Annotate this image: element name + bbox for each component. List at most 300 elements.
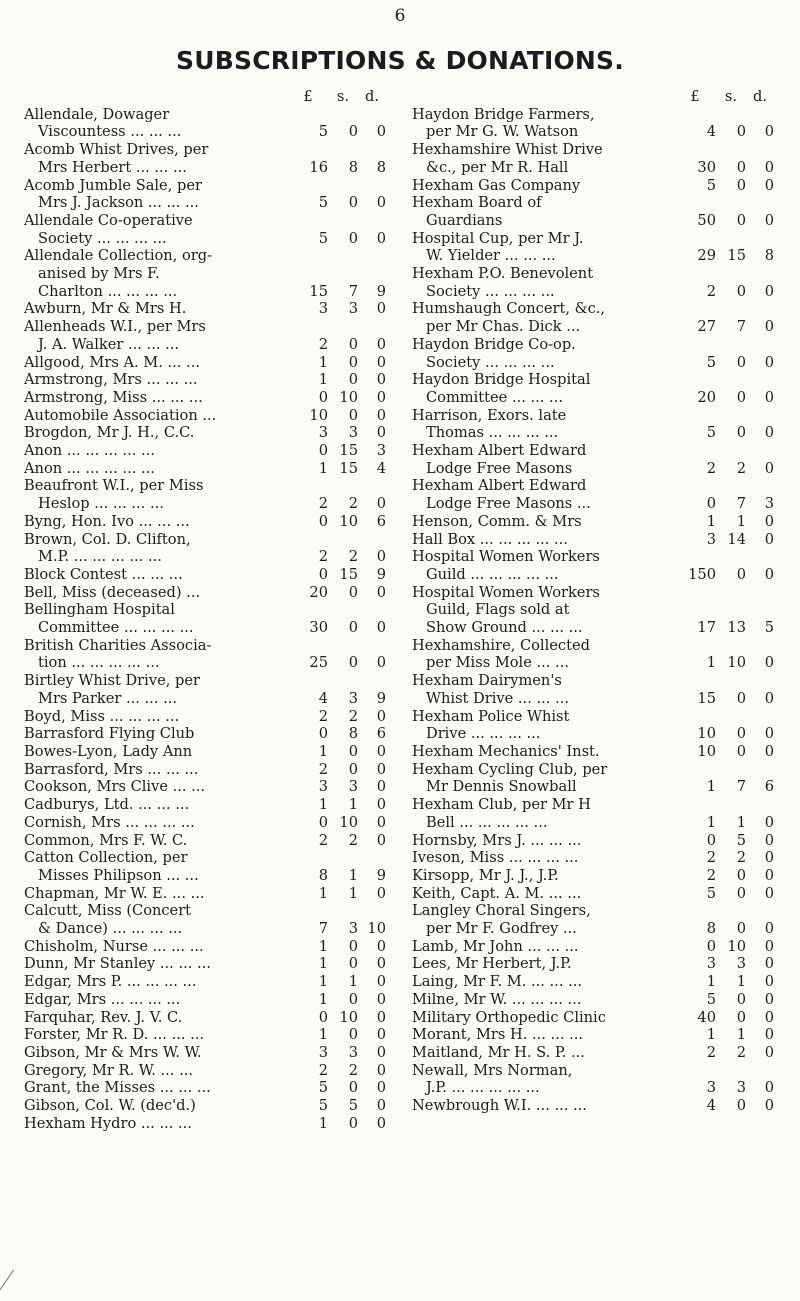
amount-pence: 0 bbox=[376, 583, 386, 601]
entry-line bbox=[412, 725, 774, 743]
entry-line bbox=[24, 637, 386, 655]
amount-shillings: 1 bbox=[736, 512, 746, 530]
subscription-entry bbox=[24, 1009, 386, 1027]
amount-pounds: 2 bbox=[318, 495, 328, 513]
amount-pence: 0 bbox=[376, 937, 386, 955]
entry-text: & Dance) ... ... ... ... bbox=[38, 920, 183, 938]
amount-pence: 0 bbox=[764, 689, 774, 707]
entry-line bbox=[24, 1115, 386, 1133]
entry-text: Viscountess ... ... ... bbox=[38, 123, 182, 141]
subscription-entry bbox=[24, 1079, 386, 1097]
entry-text: Birtley Whist Drive, per bbox=[24, 672, 200, 690]
entry-text: Allendale Co-operative bbox=[24, 211, 193, 229]
entry-line bbox=[24, 531, 386, 549]
entry-line bbox=[24, 212, 386, 230]
amount-pounds: 2 bbox=[706, 459, 716, 477]
subscription-entry bbox=[24, 300, 386, 318]
entry-line bbox=[24, 761, 386, 779]
entry-line bbox=[24, 477, 386, 495]
entry-line bbox=[412, 1026, 774, 1044]
entry-line bbox=[24, 371, 386, 389]
pounds-header: £ bbox=[303, 88, 313, 105]
subscription-entry bbox=[24, 1044, 386, 1062]
entry-line bbox=[24, 867, 386, 885]
amount-pounds: 2 bbox=[318, 1061, 328, 1079]
entry-line bbox=[412, 814, 774, 832]
amount-pounds: 10 bbox=[697, 725, 716, 743]
entry-text: Maitland, Mr H. S. P. ... bbox=[412, 1043, 585, 1061]
entry-text: Dunn, Mr Stanley ... ... ... bbox=[24, 955, 211, 973]
entry-line bbox=[24, 336, 386, 354]
amount-shillings: 15 bbox=[339, 565, 358, 583]
amount-shillings: 2 bbox=[348, 707, 358, 725]
amount-pounds: 1 bbox=[318, 990, 328, 1008]
amount-shillings: 0 bbox=[348, 654, 358, 672]
amount-pounds: 15 bbox=[697, 689, 716, 707]
amount-pounds: 1 bbox=[706, 512, 716, 530]
amount-shillings: 1 bbox=[348, 796, 358, 814]
amount-shillings: 2 bbox=[348, 1061, 358, 1079]
amount-pence: 9 bbox=[376, 689, 386, 707]
amount-pounds: 20 bbox=[697, 388, 716, 406]
entry-line bbox=[412, 973, 774, 991]
subscription-entry bbox=[24, 955, 386, 973]
entry-text: Chisholm, Nurse ... ... ... bbox=[24, 937, 204, 955]
amount-pence: 0 bbox=[376, 388, 386, 406]
amount-pounds: 1 bbox=[318, 1026, 328, 1044]
subscription-entry bbox=[412, 637, 774, 672]
entry-line bbox=[24, 690, 386, 708]
subscription-entry bbox=[412, 1026, 774, 1044]
entry-line bbox=[24, 778, 386, 796]
entry-line bbox=[24, 177, 386, 195]
amount-shillings: 15 bbox=[339, 442, 358, 460]
entry-line bbox=[412, 902, 774, 920]
amount-pence: 0 bbox=[376, 300, 386, 318]
entry-line bbox=[24, 513, 386, 531]
entry-line bbox=[412, 832, 774, 850]
entry-line bbox=[412, 761, 774, 779]
amount-shillings: 0 bbox=[736, 1008, 746, 1026]
entry-line bbox=[412, 672, 774, 690]
amount-pence: 0 bbox=[764, 955, 774, 973]
amount-pence: 4 bbox=[376, 459, 386, 477]
amount-pounds: 5 bbox=[706, 176, 716, 194]
subscription-entry bbox=[412, 230, 774, 265]
entry-text: Beaufront W.I., per Miss bbox=[24, 477, 204, 495]
amount-shillings: 0 bbox=[348, 990, 358, 1008]
amount-shillings: 15 bbox=[727, 247, 746, 265]
entry-text: Society ... ... ... ... bbox=[426, 282, 555, 300]
left-entries bbox=[24, 106, 386, 1133]
entry-text: Morant, Mrs H. ... ... ... bbox=[412, 1026, 584, 1044]
amount-shillings: 0 bbox=[736, 123, 746, 141]
amount-pounds: 1 bbox=[706, 778, 716, 796]
amount-pounds: 2 bbox=[318, 707, 328, 725]
entry-text: W. Yielder ... ... ... bbox=[426, 247, 556, 265]
amount-pounds: 1 bbox=[318, 459, 328, 477]
subscription-entry bbox=[24, 832, 386, 850]
subscription-entry bbox=[412, 141, 774, 176]
amount-shillings: 10 bbox=[339, 813, 358, 831]
amount-pence: 9 bbox=[376, 282, 386, 300]
entry-text: Anon ... ... ... ... ... bbox=[24, 442, 155, 460]
entry-line bbox=[412, 1097, 774, 1115]
amount-pounds: 0 bbox=[318, 512, 328, 530]
entry-line bbox=[412, 619, 774, 637]
subscription-entry bbox=[412, 938, 774, 956]
amount-pounds: 2 bbox=[318, 760, 328, 778]
entry-line bbox=[412, 513, 774, 531]
subscription-entry bbox=[24, 725, 386, 743]
subscription-entry bbox=[412, 973, 774, 991]
amount-pence: 0 bbox=[376, 1026, 386, 1044]
entry-line bbox=[24, 902, 386, 920]
amount-pounds: 5 bbox=[706, 353, 716, 371]
amount-pence: 0 bbox=[376, 424, 386, 442]
entry-text: Common, Mrs F. W. C. bbox=[24, 831, 188, 849]
subscription-entry bbox=[412, 265, 774, 300]
entry-line bbox=[412, 265, 774, 283]
subscription-entry bbox=[24, 973, 386, 991]
subscription-entry bbox=[24, 354, 386, 372]
amount-pence: 0 bbox=[764, 654, 774, 672]
amount-pounds: 30 bbox=[309, 619, 328, 637]
amount-shillings: 0 bbox=[736, 282, 746, 300]
subscription-entry bbox=[412, 867, 774, 885]
shillings-header: s. bbox=[336, 88, 350, 105]
entry-text: Hexham Dairymen's bbox=[412, 672, 562, 690]
entry-text: Society ... ... ... ... bbox=[426, 353, 555, 371]
amount-pounds: 5 bbox=[318, 194, 328, 212]
amount-pounds: 1 bbox=[318, 1114, 328, 1132]
subscription-entry bbox=[24, 531, 386, 566]
entry-line bbox=[412, 371, 774, 389]
amount-shillings: 0 bbox=[736, 884, 746, 902]
entry-line bbox=[24, 973, 386, 991]
subscription-entry bbox=[24, 371, 386, 389]
entry-line bbox=[24, 849, 386, 867]
amount-pence: 3 bbox=[376, 442, 386, 460]
amount-shillings: 0 bbox=[736, 353, 746, 371]
amount-pence: 0 bbox=[376, 760, 386, 778]
entry-line bbox=[412, 1009, 774, 1027]
entry-text: tion ... ... ... ... ... bbox=[38, 654, 160, 672]
entry-text: Automobile Association ... bbox=[24, 406, 217, 424]
amount-pounds: 1 bbox=[706, 813, 716, 831]
entry-text: Charlton ... ... ... ... bbox=[38, 282, 178, 300]
subscription-entry bbox=[412, 832, 774, 850]
amount-shillings: 2 bbox=[348, 831, 358, 849]
entry-text: Lamb, Mr John ... ... ... bbox=[412, 937, 579, 955]
entry-line bbox=[24, 920, 386, 938]
subscription-entry bbox=[412, 177, 774, 195]
entry-line bbox=[412, 1062, 774, 1080]
amount-pence: 0 bbox=[376, 707, 386, 725]
subscription-entry bbox=[412, 300, 774, 335]
amount-pence: 0 bbox=[376, 1097, 386, 1115]
subscription-entry bbox=[412, 336, 774, 371]
entry-line bbox=[24, 832, 386, 850]
entry-text: Gibson, Col. W. (dec'd.) bbox=[24, 1097, 196, 1115]
entry-text: Acomb Whist Drives, per bbox=[24, 141, 209, 159]
amount-pence: 0 bbox=[376, 796, 386, 814]
entry-text: Hospital Women Workers bbox=[412, 548, 600, 566]
entry-line bbox=[24, 1044, 386, 1062]
subscription-entry bbox=[24, 141, 386, 176]
entry-line bbox=[412, 743, 774, 761]
subscription-entry bbox=[412, 849, 774, 867]
amount-pence: 0 bbox=[764, 1043, 774, 1061]
subscription-entry bbox=[412, 743, 774, 761]
subscription-entry bbox=[412, 902, 774, 937]
entry-line bbox=[24, 1097, 386, 1115]
amount-pence: 0 bbox=[376, 335, 386, 353]
amount-pounds: 40 bbox=[697, 1008, 716, 1026]
amount-shillings: 10 bbox=[727, 937, 746, 955]
entry-text: Kirsopp, Mr J. J., J.P. bbox=[412, 866, 559, 884]
amount-shillings: 0 bbox=[736, 866, 746, 884]
amount-pence: 0 bbox=[764, 353, 774, 371]
entry-text: Allenheads W.I., per Mrs bbox=[24, 318, 206, 336]
amount-pounds: 2 bbox=[318, 831, 328, 849]
amount-pounds: 150 bbox=[688, 565, 716, 583]
amount-pounds: 0 bbox=[318, 442, 328, 460]
amount-pounds: 0 bbox=[318, 813, 328, 831]
amount-pounds: 2 bbox=[706, 866, 716, 884]
subscription-entry bbox=[24, 814, 386, 832]
amount-pounds: 1 bbox=[318, 973, 328, 991]
amount-pence: 0 bbox=[376, 990, 386, 1008]
entry-line bbox=[24, 106, 386, 124]
amount-pounds: 1 bbox=[318, 955, 328, 973]
amount-shillings: 0 bbox=[736, 1097, 746, 1115]
entry-line bbox=[412, 566, 774, 584]
subscription-entry bbox=[412, 407, 774, 442]
amount-pence: 3 bbox=[764, 495, 774, 513]
entry-line bbox=[412, 389, 774, 407]
amount-shillings: 0 bbox=[348, 1026, 358, 1044]
entry-text: Guild ... ... ... ... ... bbox=[426, 565, 559, 583]
amount-pounds: 5 bbox=[706, 884, 716, 902]
subscription-entry bbox=[24, 637, 386, 672]
amount-pounds: 3 bbox=[706, 955, 716, 973]
entry-text: Cornish, Mrs ... ... ... ... bbox=[24, 813, 195, 831]
entry-text: Hexham Albert Edward bbox=[412, 477, 587, 495]
amount-pounds: 3 bbox=[318, 1043, 328, 1061]
entry-text: Thomas ... ... ... ... bbox=[426, 424, 559, 442]
subscription-entry bbox=[24, 424, 386, 442]
amount-shillings: 0 bbox=[736, 565, 746, 583]
amount-pence: 6 bbox=[764, 778, 774, 796]
amount-pounds: 10 bbox=[309, 406, 328, 424]
subscription-entry bbox=[24, 513, 386, 531]
amount-shillings: 0 bbox=[736, 176, 746, 194]
entry-line bbox=[24, 247, 386, 265]
subscription-entry bbox=[412, 371, 774, 406]
entry-line bbox=[24, 796, 386, 814]
amount-pence: 0 bbox=[764, 849, 774, 867]
amount-shillings: 3 bbox=[348, 424, 358, 442]
amount-pounds: 1 bbox=[318, 937, 328, 955]
entry-line bbox=[412, 495, 774, 513]
page-title: SUBSCRIPTIONS & DONATIONS. bbox=[176, 46, 624, 75]
entry-line bbox=[24, 1009, 386, 1027]
entry-text: Hexham Hydro ... ... ... bbox=[24, 1114, 192, 1132]
entry-line bbox=[412, 318, 774, 336]
entry-line bbox=[412, 601, 774, 619]
entry-line bbox=[412, 194, 774, 212]
amount-pounds: 5 bbox=[318, 123, 328, 141]
amount-pounds: 2 bbox=[706, 282, 716, 300]
entry-text: Chapman, Mr W. E. ... ... bbox=[24, 884, 205, 902]
subscription-entry bbox=[412, 955, 774, 973]
amount-pounds: 30 bbox=[697, 158, 716, 176]
subscription-entry bbox=[412, 761, 774, 796]
amount-shillings: 0 bbox=[348, 371, 358, 389]
amount-pounds: 5 bbox=[706, 424, 716, 442]
entry-line bbox=[24, 389, 386, 407]
amount-pence: 0 bbox=[764, 158, 774, 176]
entry-line bbox=[24, 885, 386, 903]
subscription-entry bbox=[412, 1097, 774, 1115]
shillings-header: s. bbox=[724, 88, 738, 105]
amount-pence: 0 bbox=[764, 866, 774, 884]
entry-line bbox=[412, 106, 774, 124]
amount-shillings: 1 bbox=[348, 973, 358, 991]
entry-text: per Mr Chas. Dick ... bbox=[426, 318, 581, 336]
subscription-entry bbox=[24, 566, 386, 584]
amount-shillings: 2 bbox=[348, 495, 358, 513]
amount-shillings: 0 bbox=[736, 689, 746, 707]
entry-line bbox=[24, 123, 386, 141]
amount-shillings: 2 bbox=[348, 548, 358, 566]
subscription-entry bbox=[24, 584, 386, 602]
pence-header: d. bbox=[365, 88, 379, 105]
amount-pence: 0 bbox=[764, 424, 774, 442]
subscription-entry bbox=[412, 1009, 774, 1027]
entry-text: Heslop ... ... ... ... bbox=[38, 495, 164, 513]
entry-text: Keith, Capt. A. M. ... ... bbox=[412, 884, 582, 902]
amount-pounds: 0 bbox=[706, 495, 716, 513]
entry-line bbox=[24, 991, 386, 1009]
amount-pounds: 10 bbox=[697, 743, 716, 760]
amount-pounds: 1 bbox=[318, 884, 328, 902]
subscription-entry bbox=[412, 885, 774, 903]
amount-pounds: 3 bbox=[706, 530, 716, 548]
amount-pounds: 4 bbox=[318, 689, 328, 707]
pence-header: d. bbox=[753, 88, 767, 105]
entry-text: Hexham Gas Company bbox=[412, 176, 581, 194]
subscription-entry bbox=[412, 194, 774, 229]
amount-shillings: 7 bbox=[736, 495, 746, 513]
amount-shillings: 10 bbox=[339, 512, 358, 530]
entry-text: Committee ... ... ... bbox=[426, 388, 563, 406]
entry-line bbox=[24, 159, 386, 177]
amount-shillings: 0 bbox=[348, 955, 358, 973]
entry-text: Mrs Parker ... ... ... bbox=[38, 689, 178, 707]
entry-line bbox=[24, 584, 386, 602]
entry-text: Harrison, Exors. late bbox=[412, 406, 567, 424]
amount-shillings: 1 bbox=[348, 866, 358, 884]
amount-pence: 0 bbox=[376, 973, 386, 991]
amount-pence: 0 bbox=[376, 619, 386, 637]
entry-text: M.P. ... ... ... ... ... bbox=[38, 548, 162, 566]
amount-pounds: 0 bbox=[706, 831, 716, 849]
subscription-entry bbox=[24, 1115, 386, 1133]
amount-pence: 8 bbox=[764, 247, 774, 265]
amount-pence: 0 bbox=[764, 831, 774, 849]
entry-text: Hexham Board of bbox=[412, 194, 542, 212]
amount-pounds: 3 bbox=[318, 300, 328, 318]
entry-text: Guild, Flags sold at bbox=[426, 601, 570, 619]
entry-line bbox=[412, 778, 774, 796]
entry-text: Hexhamshire Whist Drive bbox=[412, 141, 603, 159]
entry-line bbox=[412, 177, 774, 195]
entry-text: Edgar, Mrs ... ... ... ... bbox=[24, 990, 181, 1008]
subscription-entry bbox=[24, 672, 386, 707]
subscription-entry bbox=[24, 991, 386, 1009]
entry-line bbox=[24, 654, 386, 672]
amount-pence: 0 bbox=[764, 813, 774, 831]
amount-shillings: 0 bbox=[348, 123, 358, 141]
entry-text: Mr Dennis Snowball bbox=[426, 778, 577, 796]
amount-shillings: 0 bbox=[348, 335, 358, 353]
amount-shillings: 0 bbox=[348, 1079, 358, 1097]
entry-text: Haydon Bridge Hospital bbox=[412, 371, 591, 389]
subscription-entry bbox=[24, 477, 386, 512]
amount-shillings: 2 bbox=[736, 1043, 746, 1061]
entry-line bbox=[412, 796, 774, 814]
amount-pence: 0 bbox=[376, 955, 386, 973]
right-column bbox=[412, 88, 774, 1115]
amount-shillings: 2 bbox=[736, 849, 746, 867]
amount-pounds: 50 bbox=[697, 211, 716, 229]
entry-line bbox=[412, 141, 774, 159]
amount-pence: 0 bbox=[764, 884, 774, 902]
entry-line bbox=[412, 548, 774, 566]
subscription-entry bbox=[24, 778, 386, 796]
entry-text: Cadburys, Ltd. ... ... ... bbox=[24, 796, 190, 814]
entry-text: Hexham Mechanics' Inst. bbox=[412, 743, 600, 760]
entry-text: Barrasford Flying Club bbox=[24, 725, 195, 743]
entry-text: Newall, Mrs Norman, bbox=[412, 1061, 573, 1079]
entry-text: Hornsby, Mrs J. ... ... ... bbox=[412, 831, 582, 849]
entry-line bbox=[412, 867, 774, 885]
amount-shillings: 0 bbox=[736, 424, 746, 442]
amount-shillings: 0 bbox=[348, 760, 358, 778]
entry-text: Boyd, Miss ... ... ... ... bbox=[24, 707, 180, 725]
amount-pounds: 27 bbox=[697, 318, 716, 336]
entry-text: Mrs Herbert ... ... ... bbox=[38, 158, 187, 176]
entry-text: Whist Drive ... ... ... bbox=[426, 689, 569, 707]
amount-pounds: 4 bbox=[706, 1097, 716, 1115]
subscription-entry bbox=[24, 407, 386, 425]
entry-text: Forster, Mr R. D. ... ... ... bbox=[24, 1026, 205, 1044]
amount-pounds: 20 bbox=[309, 583, 328, 601]
amount-pence: 10 bbox=[367, 920, 386, 938]
amount-pounds: 1 bbox=[318, 796, 328, 814]
entry-text: Lodge Free Masons bbox=[426, 459, 573, 477]
amount-pounds: 2 bbox=[318, 335, 328, 353]
subscription-entry bbox=[24, 177, 386, 212]
entry-text: Hexham Police Whist bbox=[412, 707, 570, 725]
amount-pounds: 2 bbox=[706, 849, 716, 867]
amount-pence: 0 bbox=[376, 194, 386, 212]
amount-pounds: 2 bbox=[318, 548, 328, 566]
entry-text: Barrasford, Mrs ... ... ... bbox=[24, 760, 199, 778]
amount-pence: 0 bbox=[764, 211, 774, 229]
